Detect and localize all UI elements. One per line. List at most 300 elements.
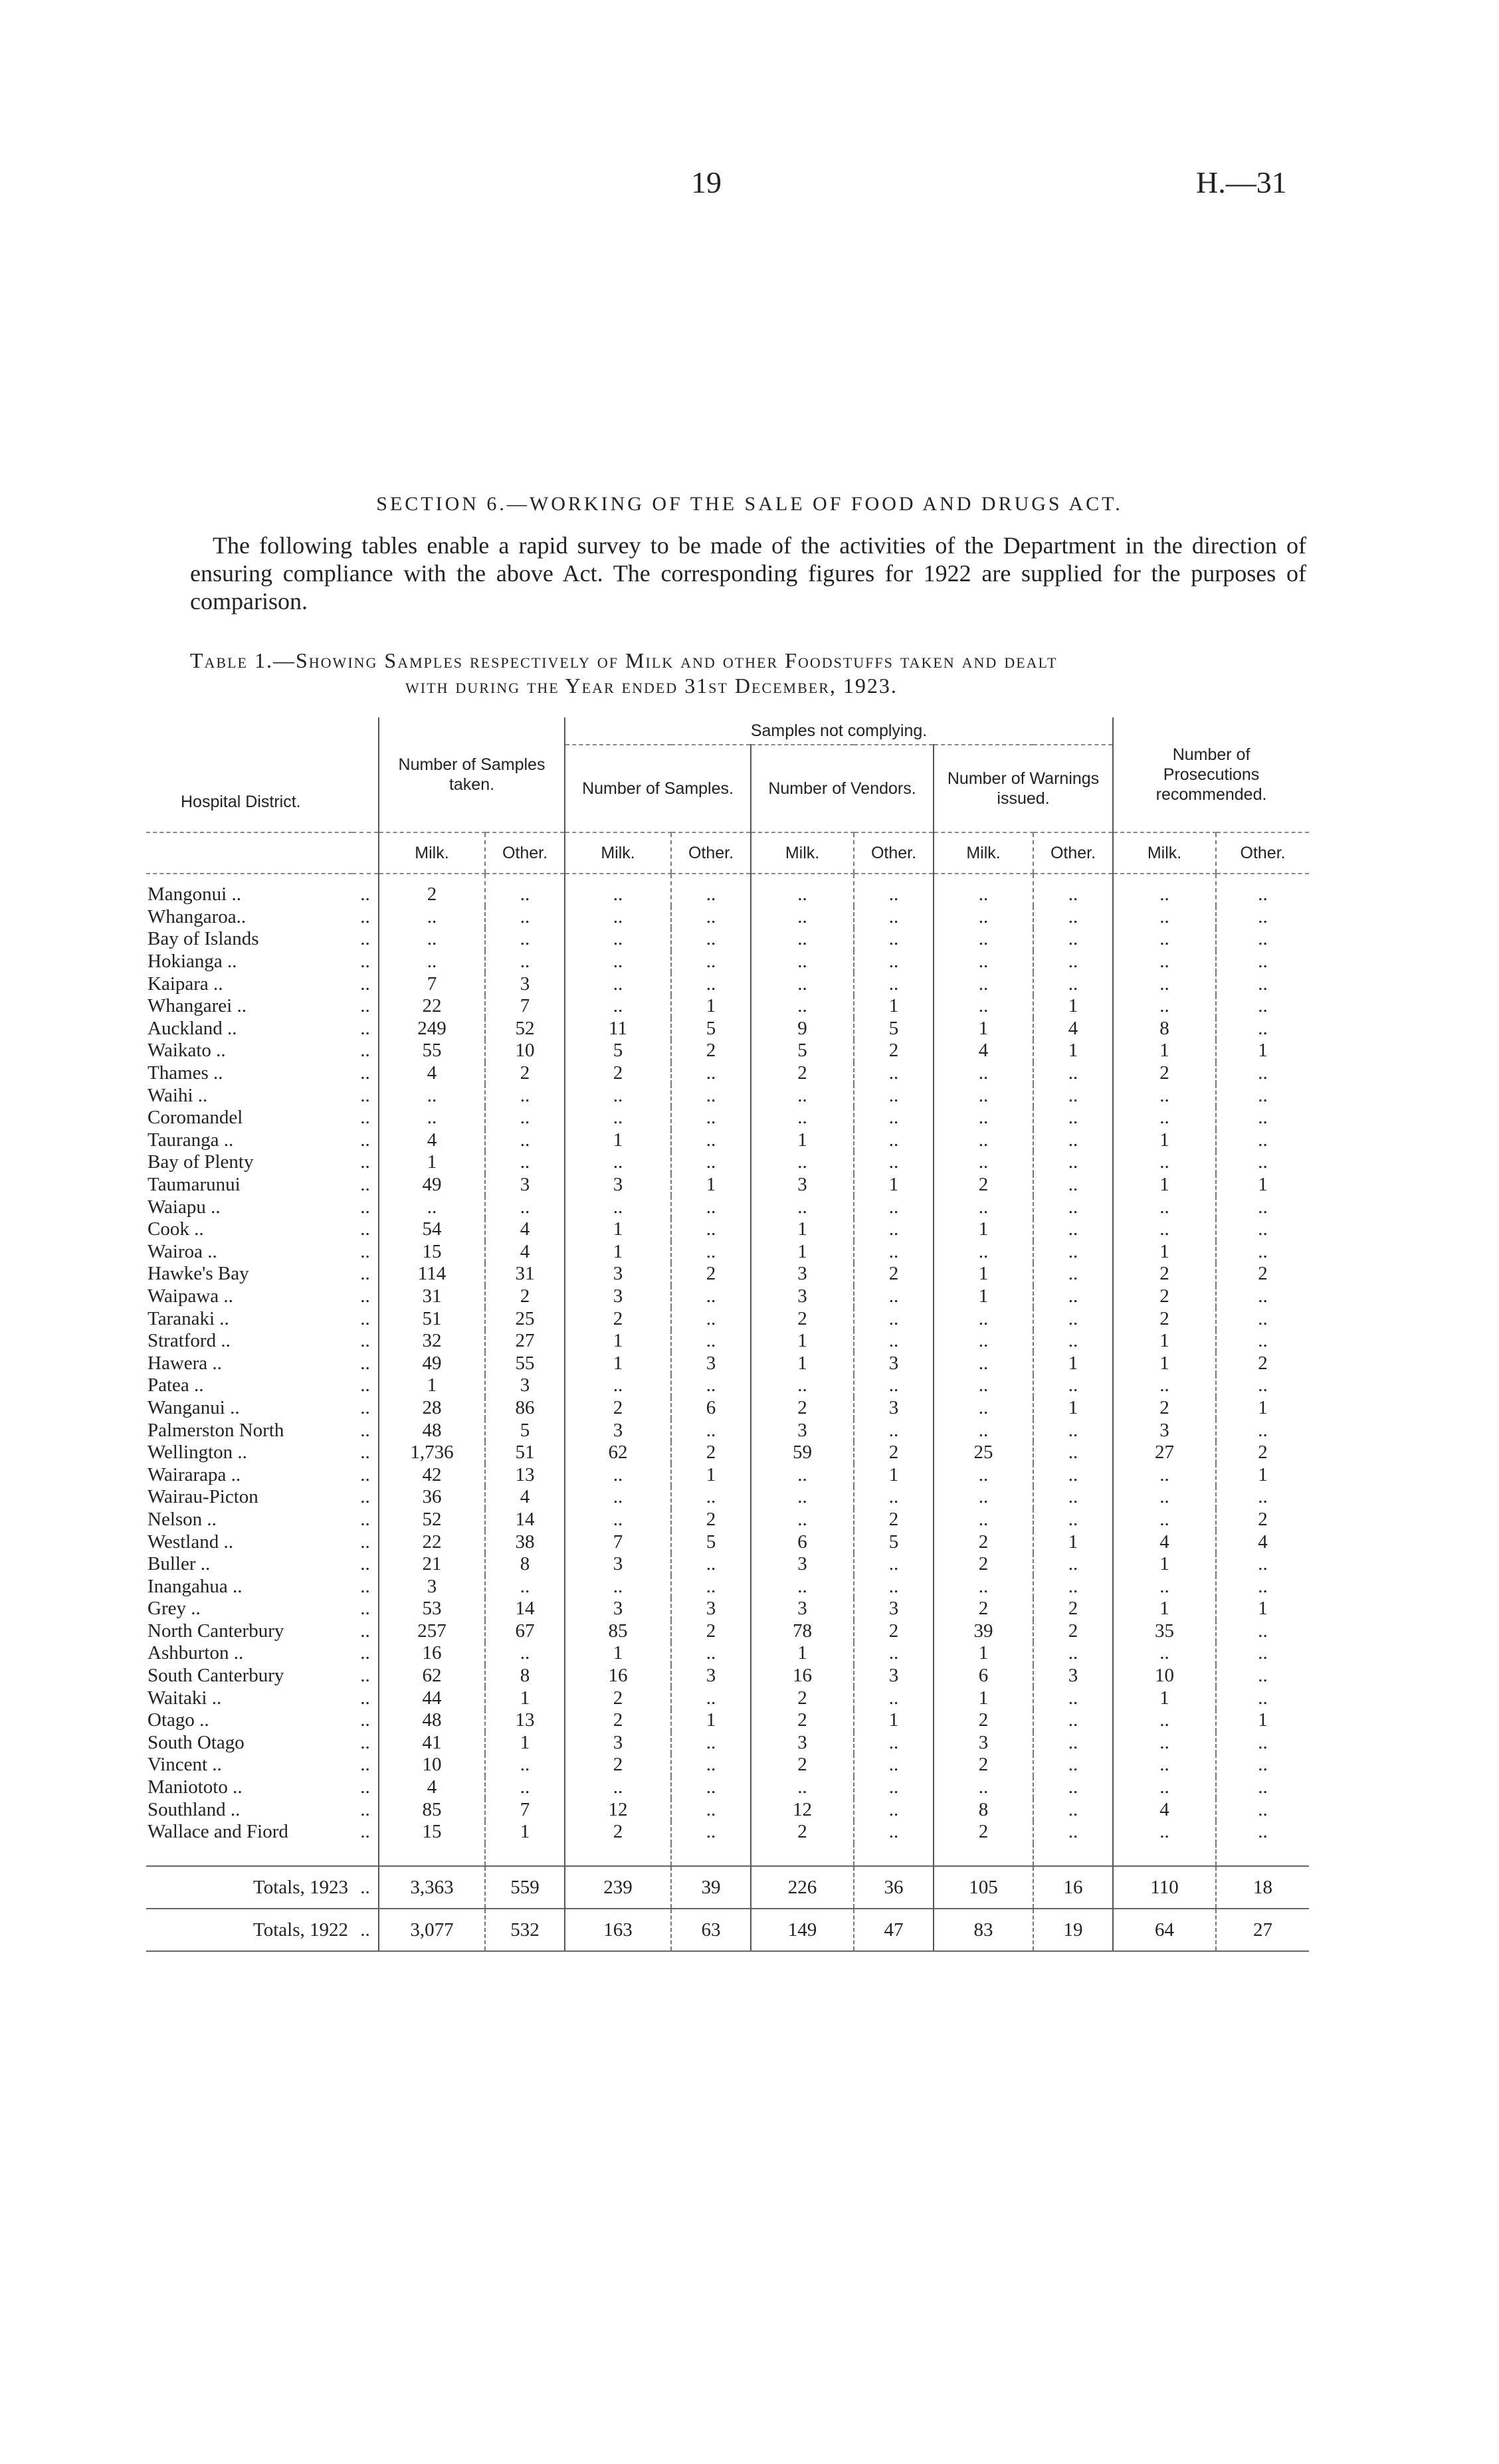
noncomp-samples-milk-cell: 5 [565, 1040, 671, 1062]
table-row [146, 1531, 1309, 1553]
vendors-milk-cell: .. [751, 1509, 854, 1531]
samples-milk-cell: 54 [379, 1218, 485, 1241]
warnings-milk-cell: .. [934, 995, 1033, 1018]
warnings-milk-cell: 1 [934, 1285, 1033, 1308]
table-row [146, 1464, 1309, 1486]
prosecutions-other-cell: .. [1216, 1307, 1309, 1330]
prosecutions-other-cell: .. [1216, 1062, 1309, 1085]
vendors-other-cell: .. [854, 1754, 934, 1776]
noncomp-samples-other-cell: 5 [671, 1018, 751, 1040]
prosecutions-other-cell: .. [1216, 1374, 1309, 1397]
warnings-other-cell: .. [1033, 1174, 1113, 1196]
vendors-milk-cell: 226 [751, 1866, 854, 1909]
district-name: Southland .. [148, 1798, 241, 1820]
warnings-milk-cell: .. [934, 973, 1033, 995]
table-row [146, 1798, 1309, 1821]
samples-milk-cell: 3,363 [379, 1866, 485, 1909]
prosecutions-other-cell: 2 [1216, 1442, 1309, 1464]
noncomp-samples-milk-cell: .. [565, 1486, 671, 1509]
noncomp-samples-other-cell: .. [671, 906, 751, 929]
samples-milk-cell: 51 [379, 1307, 485, 1330]
table-row [146, 1307, 1309, 1330]
vendors-other-cell: .. [854, 1129, 934, 1152]
vendors-other-cell: .. [854, 874, 934, 906]
noncomp-samples-other-cell: .. [671, 1196, 751, 1218]
warnings-other-cell: .. [1033, 1151, 1113, 1174]
table-row [146, 1040, 1309, 1062]
header-number-of-warnings: Number of Warnings issued. [934, 745, 1113, 832]
warnings-other-cell: 1 [1033, 1040, 1113, 1062]
samples-other-cell: 13 [485, 1709, 565, 1732]
vendors-other-cell: 2 [854, 1620, 934, 1643]
table-row [146, 1821, 1309, 1844]
samples-milk-cell: 49 [379, 1174, 485, 1196]
samples-other-cell: 2 [485, 1285, 565, 1308]
samples-milk-cell: 3 [379, 1575, 485, 1598]
prosecutions-other-cell: 1 [1216, 1040, 1309, 1062]
samples-other-cell: .. [485, 1196, 565, 1218]
vendors-milk-cell: 1 [751, 1129, 854, 1152]
vendors-milk-cell: 2 [751, 1687, 854, 1709]
table-row [146, 1687, 1309, 1709]
vendors-milk-cell: 3 [751, 1263, 854, 1285]
warnings-other-cell: .. [1033, 1442, 1113, 1464]
vendors-milk-cell: 3 [751, 1732, 854, 1754]
prosecutions-other-cell: .. [1216, 1798, 1309, 1821]
vendors-other-cell: .. [854, 1486, 934, 1509]
warnings-milk-cell: .. [934, 1151, 1033, 1174]
noncomp-samples-other-cell: 3 [671, 1598, 751, 1620]
vendors-other-cell: 3 [854, 1665, 934, 1687]
prosecutions-milk-cell: .. [1113, 1509, 1216, 1531]
warnings-other-cell: .. [1033, 1575, 1113, 1598]
samples-milk-cell: 85 [379, 1798, 485, 1821]
district-name: Coromandel [148, 1107, 243, 1129]
leader-dots: .. [360, 1598, 370, 1620]
table-title [190, 648, 1306, 698]
vendors-milk-cell: .. [751, 973, 854, 995]
samples-other-cell: .. [485, 1107, 565, 1129]
noncomp-samples-other-cell: .. [671, 874, 751, 906]
warnings-milk-cell: 2 [934, 1531, 1033, 1553]
warnings-other-cell: .. [1033, 1821, 1113, 1844]
warnings-milk-cell: .. [934, 1374, 1033, 1397]
leader-dots: .. [360, 1263, 370, 1285]
prosecutions-milk-cell: 1 [1113, 1241, 1216, 1264]
samples-other-cell: 3 [485, 1174, 565, 1196]
noncomp-samples-other-cell: .. [671, 1330, 751, 1353]
prosecutions-other-cell: 27 [1216, 1909, 1309, 1951]
leader-dots: .. [360, 1508, 370, 1530]
leader-dots: .. [360, 1531, 370, 1553]
prosecutions-other-cell: .. [1216, 1575, 1309, 1598]
prosecutions-milk-cell: .. [1113, 1374, 1216, 1397]
table-row [146, 874, 1309, 906]
samples-milk-cell: 31 [379, 1285, 485, 1308]
table-row [146, 1509, 1309, 1531]
vendors-other-cell: .. [854, 1307, 934, 1330]
warnings-milk-cell: 4 [934, 1040, 1033, 1062]
vendors-milk-cell: 5 [751, 1040, 854, 1062]
samples-milk-cell: .. [379, 1084, 485, 1107]
noncomp-samples-other-cell: .. [671, 1129, 751, 1152]
prosecutions-other-cell: .. [1216, 906, 1309, 929]
noncomp-samples-other-cell: 6 [671, 1397, 751, 1420]
vendors-milk-cell: 3 [751, 1419, 854, 1442]
noncomp-samples-other-cell: .. [671, 951, 751, 973]
samples-other-cell: 52 [485, 1018, 565, 1040]
prosecutions-milk-cell: 2 [1113, 1062, 1216, 1085]
vendors-other-cell: 47 [854, 1909, 934, 1951]
noncomp-samples-other-cell: 2 [671, 1442, 751, 1464]
table-row [146, 1754, 1309, 1776]
noncomp-samples-other-cell: .. [671, 1218, 751, 1241]
warnings-milk-cell: 3 [934, 1732, 1033, 1754]
samples-milk-cell: .. [379, 1107, 485, 1129]
warnings-other-cell: .. [1033, 1709, 1113, 1732]
warnings-milk-cell: 2 [934, 1598, 1033, 1620]
district-name: Taranaki .. [148, 1307, 229, 1329]
samples-milk-cell: 28 [379, 1397, 485, 1420]
vendors-other-cell: .. [854, 1821, 934, 1844]
district-name: Cook .. [148, 1218, 204, 1240]
table-row [146, 1241, 1309, 1264]
leader-dots: .. [360, 1017, 370, 1039]
prosecutions-milk-cell: .. [1113, 1084, 1216, 1107]
prosecutions-milk-cell: 1 [1113, 1330, 1216, 1353]
samples-other-cell: 1 [485, 1732, 565, 1754]
vendors-milk-cell: 2 [751, 1709, 854, 1732]
document-reference: H.—31 [1196, 165, 1287, 199]
noncomp-samples-milk-cell: 3 [565, 1285, 671, 1308]
warnings-other-cell: .. [1033, 1553, 1113, 1576]
table-header [146, 717, 1309, 874]
samples-other-cell: .. [485, 1084, 565, 1107]
leader-dots: .. [360, 951, 370, 973]
vendors-milk-cell: 1 [751, 1330, 854, 1353]
table-row [146, 1732, 1309, 1754]
table-row [146, 973, 1309, 995]
prosecutions-milk-cell: .. [1113, 1776, 1216, 1799]
samples-milk-cell: 48 [379, 1709, 485, 1732]
leader-dots: .. [360, 1731, 370, 1753]
table-row [146, 1776, 1309, 1799]
samples-other-cell: 14 [485, 1509, 565, 1531]
warnings-other-cell: 4 [1033, 1018, 1113, 1040]
prosecutions-other-cell: .. [1216, 1665, 1309, 1687]
vendors-other-cell: .. [854, 1218, 934, 1241]
warnings-other-cell: .. [1033, 874, 1113, 906]
vendors-milk-cell: 12 [751, 1798, 854, 1821]
samples-milk-cell: 44 [379, 1687, 485, 1709]
samples-other-cell: .. [485, 874, 565, 906]
leader-dots: .. [360, 928, 370, 950]
vendors-milk-cell: .. [751, 1776, 854, 1799]
page-number: 19 [691, 165, 722, 199]
prosecutions-milk-cell: 2 [1113, 1285, 1216, 1308]
noncomp-samples-milk-cell: .. [565, 1374, 671, 1397]
samples-milk-cell: 49 [379, 1352, 485, 1374]
prosecutions-other-cell: .. [1216, 995, 1309, 1018]
warnings-milk-cell: 2 [934, 1553, 1033, 1576]
leader-dots: .. [360, 884, 370, 905]
vendors-milk-cell: 3 [751, 1553, 854, 1576]
vendors-milk-cell: 3 [751, 1598, 854, 1620]
leader-dots: .. [360, 1419, 370, 1441]
warnings-other-cell: .. [1033, 906, 1113, 929]
vendors-milk-cell: 2 [751, 1821, 854, 1844]
warnings-other-cell: .. [1033, 1218, 1113, 1241]
leader-dots: .. [360, 1196, 370, 1218]
district-name: Hawke's Bay [148, 1263, 249, 1285]
samples-milk-cell: 4 [379, 1776, 485, 1799]
warnings-milk-cell: 1 [934, 1263, 1033, 1285]
table-row [146, 1642, 1309, 1665]
samples-other-cell: 1 [485, 1821, 565, 1844]
header-milk: Milk. [565, 832, 671, 874]
vendors-milk-cell: 1 [751, 1218, 854, 1241]
district-name: Whangarei .. [148, 995, 247, 1017]
prosecutions-other-cell: 2 [1216, 1263, 1309, 1285]
table-row [146, 1442, 1309, 1464]
prosecutions-milk-cell: 1 [1113, 1598, 1216, 1620]
leader-dots: .. [360, 1776, 370, 1798]
warnings-milk-cell: .. [934, 951, 1033, 973]
noncomp-samples-other-cell: 2 [671, 1620, 751, 1643]
warnings-other-cell: .. [1033, 1509, 1113, 1531]
samples-milk-cell: 2 [379, 874, 485, 906]
vendors-milk-cell: 2 [751, 1307, 854, 1330]
samples-milk-cell: 1 [379, 1374, 485, 1397]
vendors-milk-cell: .. [751, 1107, 854, 1129]
prosecutions-milk-cell: 3 [1113, 1419, 1216, 1442]
leader-dots: .. [360, 1642, 370, 1664]
vendors-milk-cell: 2 [751, 1754, 854, 1776]
warnings-milk-cell: 1 [934, 1642, 1033, 1665]
totals-label: Totals, 1923 [146, 1866, 352, 1909]
header-other: Other. [854, 832, 934, 874]
prosecutions-other-cell: 4 [1216, 1531, 1309, 1553]
noncomp-samples-milk-cell: 3 [565, 1263, 671, 1285]
district-name: South Canterbury [148, 1665, 284, 1687]
prosecutions-other-cell: .. [1216, 1732, 1309, 1754]
prosecutions-milk-cell: 8 [1113, 1018, 1216, 1040]
samples-other-cell: .. [485, 928, 565, 951]
leader-dots: .. [360, 1374, 370, 1396]
district-name: Whangaroa.. [148, 905, 247, 927]
warnings-milk-cell: .. [934, 1107, 1033, 1129]
warnings-other-cell: .. [1033, 1486, 1113, 1509]
samples-milk-cell: 55 [379, 1040, 485, 1062]
table-spacer [146, 1844, 1309, 1867]
warnings-other-cell: .. [1033, 1419, 1113, 1442]
vendors-other-cell: .. [854, 928, 934, 951]
prosecutions-other-cell: .. [1216, 1285, 1309, 1308]
samples-other-cell: .. [485, 1776, 565, 1799]
warnings-other-cell: .. [1033, 1241, 1113, 1264]
samples-milk-cell: 114 [379, 1263, 485, 1285]
noncomp-samples-milk-cell: 1 [565, 1352, 671, 1374]
prosecutions-milk-cell: 2 [1113, 1397, 1216, 1420]
samples-milk-cell: .. [379, 906, 485, 929]
leader-dots: .. [360, 905, 370, 927]
table-row [146, 1330, 1309, 1353]
warnings-milk-cell: 105 [934, 1866, 1033, 1909]
district-name: Otago .. [148, 1709, 209, 1731]
warnings-other-cell: .. [1033, 1754, 1113, 1776]
leader-dots: .. [360, 1396, 370, 1418]
samples-milk-cell: 22 [379, 1531, 485, 1553]
noncomp-samples-milk-cell: 3 [565, 1553, 671, 1576]
header-milk: Milk. [934, 832, 1033, 874]
prosecutions-milk-cell: .. [1113, 1486, 1216, 1509]
samples-milk-cell: 4 [379, 1129, 485, 1152]
district-name: South Otago [148, 1731, 245, 1753]
samples-milk-cell: 16 [379, 1642, 485, 1665]
vendors-other-cell: .. [854, 1285, 934, 1308]
noncomp-samples-other-cell: .. [671, 1062, 751, 1085]
noncomp-samples-milk-cell: 2 [565, 1062, 671, 1085]
vendors-milk-cell: .. [751, 1151, 854, 1174]
noncomp-samples-other-cell: .. [671, 1754, 751, 1776]
intro-text: The following tables enable a rapid survey to be made of the activities of the Department in the direction of ensuring compliance with the above Act. The corresponding figures for 1922 are supplied for the purposes of comparison. [190, 532, 1306, 615]
noncomp-samples-milk-cell: 163 [565, 1909, 671, 1951]
vendors-other-cell: .. [854, 973, 934, 995]
leader-dots: .. [360, 1798, 370, 1820]
noncomp-samples-other-cell: 1 [671, 1174, 751, 1196]
prosecutions-other-cell: .. [1216, 1620, 1309, 1643]
warnings-milk-cell: .. [934, 1509, 1033, 1531]
district-name: Wairau-Picton [148, 1486, 258, 1508]
vendors-milk-cell: .. [751, 928, 854, 951]
header-samples-taken: Number of Samples taken. [379, 717, 565, 832]
leader-dots: .. [360, 1174, 370, 1196]
noncomp-samples-milk-cell: 85 [565, 1620, 671, 1643]
vendors-milk-cell: .. [751, 995, 854, 1018]
prosecutions-other-cell: 18 [1216, 1866, 1309, 1909]
district-name: Westland .. [148, 1531, 233, 1553]
warnings-milk-cell: .. [934, 906, 1033, 929]
warnings-other-cell: .. [1033, 1687, 1113, 1709]
district-name: Inangahua .. [148, 1575, 243, 1597]
district-name: Patea .. [148, 1374, 204, 1396]
table-row [146, 1419, 1309, 1442]
warnings-milk-cell: .. [934, 1397, 1033, 1420]
noncomp-samples-other-cell: 3 [671, 1352, 751, 1374]
district-name: Hawera .. [148, 1352, 222, 1374]
prosecutions-other-cell: .. [1216, 1107, 1309, 1129]
warnings-other-cell: 19 [1033, 1909, 1113, 1951]
vendors-milk-cell: .. [751, 1486, 854, 1509]
noncomp-samples-milk-cell: .. [565, 1509, 671, 1531]
district-name: Thames .. [148, 1062, 223, 1084]
noncomp-samples-milk-cell: 3 [565, 1732, 671, 1754]
district-name: Wairoa .. [148, 1240, 217, 1262]
district-name: Wanganui .. [148, 1396, 240, 1418]
table-row [146, 1709, 1309, 1732]
noncomp-samples-other-cell: .. [671, 1307, 751, 1330]
table-row [146, 1598, 1309, 1620]
warnings-milk-cell: .. [934, 1307, 1033, 1330]
prosecutions-milk-cell: 2 [1113, 1263, 1216, 1285]
vendors-other-cell: .. [854, 1798, 934, 1821]
noncomp-samples-milk-cell: .. [565, 1464, 671, 1486]
prosecutions-milk-cell: .. [1113, 928, 1216, 951]
header-other: Other. [1033, 832, 1113, 874]
prosecutions-milk-cell: .. [1113, 951, 1216, 973]
samples-other-cell: 5 [485, 1419, 565, 1442]
noncomp-samples-other-cell: .. [671, 1553, 751, 1576]
samples-milk-cell: 32 [379, 1330, 485, 1353]
leader-dots: .. [360, 1040, 370, 1062]
prosecutions-other-cell: .. [1216, 928, 1309, 951]
noncomp-samples-other-cell: 3 [671, 1665, 751, 1687]
prosecutions-milk-cell: .. [1113, 874, 1216, 906]
samples-milk-cell: 257 [379, 1620, 485, 1643]
samples-milk-cell: .. [379, 1196, 485, 1218]
warnings-milk-cell: 39 [934, 1620, 1033, 1643]
warnings-other-cell: .. [1033, 1464, 1113, 1486]
samples-other-cell: 14 [485, 1598, 565, 1620]
samples-milk-cell: 36 [379, 1486, 485, 1509]
prosecutions-other-cell: .. [1216, 1687, 1309, 1709]
district-name: Waipawa .. [148, 1285, 233, 1307]
samples-milk-cell: 42 [379, 1464, 485, 1486]
noncomp-samples-milk-cell: .. [565, 1776, 671, 1799]
samples-other-cell: 1 [485, 1687, 565, 1709]
prosecutions-milk-cell: 1 [1113, 1553, 1216, 1576]
samples-milk-cell: 4 [379, 1062, 485, 1085]
noncomp-samples-milk-cell: 2 [565, 1821, 671, 1844]
warnings-milk-cell: .. [934, 1486, 1033, 1509]
warnings-other-cell: 3 [1033, 1665, 1113, 1687]
samples-milk-cell: 52 [379, 1509, 485, 1531]
leader-dots: .. [360, 973, 370, 995]
vendors-milk-cell: 149 [751, 1909, 854, 1951]
vendors-other-cell: 5 [854, 1018, 934, 1040]
warnings-other-cell: .. [1033, 1330, 1113, 1353]
vendors-other-cell: .. [854, 1084, 934, 1107]
table-row [146, 1196, 1309, 1218]
noncomp-samples-milk-cell: .. [565, 928, 671, 951]
warnings-milk-cell: .. [934, 1776, 1033, 1799]
noncomp-samples-other-cell: 2 [671, 1040, 751, 1062]
table-row [146, 951, 1309, 973]
noncomp-samples-other-cell: 1 [671, 1709, 751, 1732]
header-number-of-vendors: Number of Vendors. [751, 745, 934, 832]
leader-dots: .. [360, 1575, 370, 1597]
intro-paragraph [190, 531, 1306, 615]
prosecutions-other-cell: 1 [1216, 1174, 1309, 1196]
noncomp-samples-other-cell: .. [671, 1151, 751, 1174]
prosecutions-milk-cell: 1 [1113, 1174, 1216, 1196]
samples-milk-cell: 22 [379, 995, 485, 1018]
header-milk: Milk. [379, 832, 485, 874]
leader-dots: .. [360, 1464, 370, 1485]
prosecutions-milk-cell: 64 [1113, 1909, 1216, 1951]
prosecutions-other-cell: .. [1216, 1553, 1309, 1576]
vendors-other-cell: .. [854, 1241, 934, 1264]
leader-dots: .. [360, 1665, 370, 1687]
samples-milk-cell: 1 [379, 1151, 485, 1174]
prosecutions-milk-cell: .. [1113, 995, 1216, 1018]
section-heading: SECTION 6.—WORKING OF THE SALE OF FOOD AND DRUGS ACT. [376, 493, 1123, 515]
header-milk: Milk. [1113, 832, 1216, 874]
prosecutions-other-cell: .. [1216, 1218, 1309, 1241]
vendors-milk-cell: .. [751, 1464, 854, 1486]
vendors-other-cell: 1 [854, 1709, 934, 1732]
warnings-milk-cell: 2 [934, 1754, 1033, 1776]
